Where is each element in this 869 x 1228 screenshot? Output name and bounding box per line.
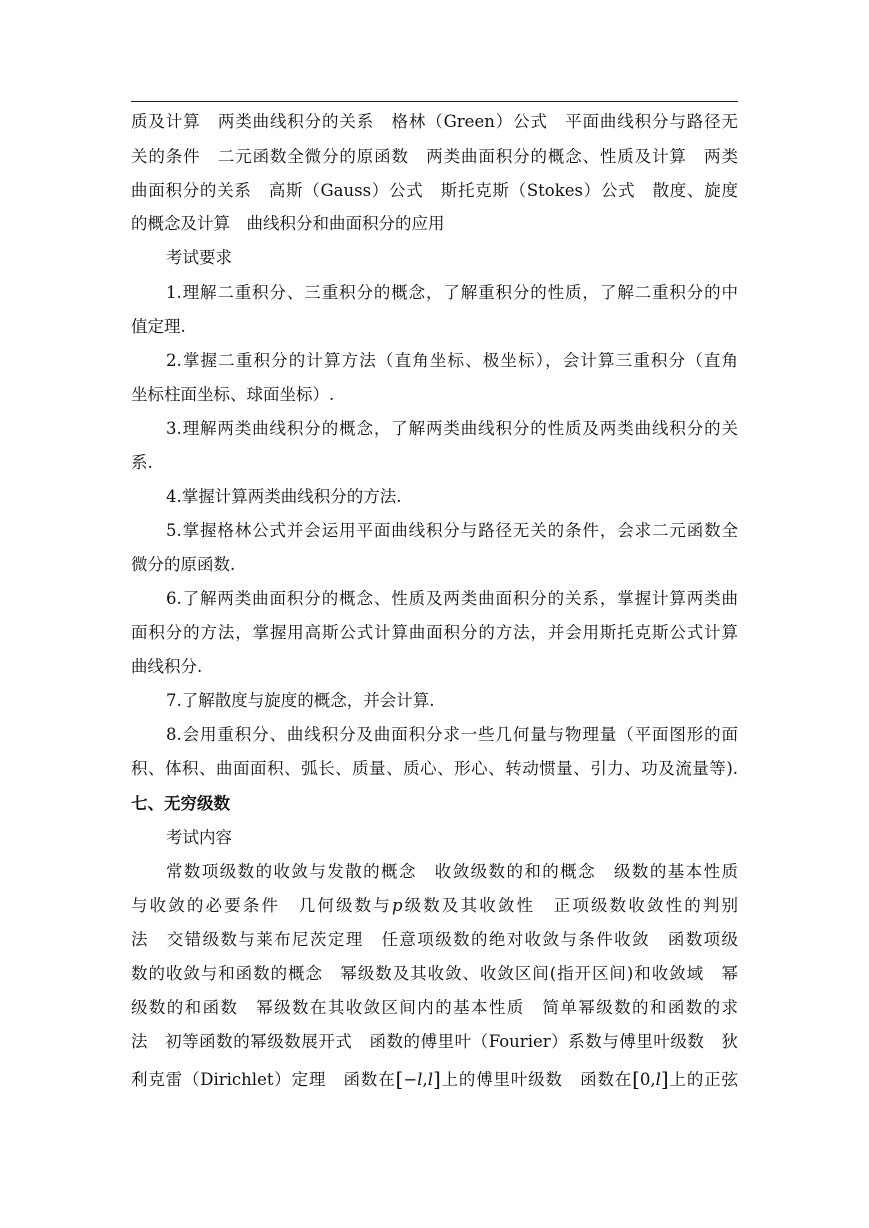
content-line-5: 级数的和函数 幂级数在其收敛区间内的基本性质 简单幂级数的和函数的求 (131, 998, 738, 1017)
content-line-2-part-b: 级数及其收敛性 正项级数收敛性的判别 (402, 896, 739, 915)
content-line-2 (131, 894, 738, 918)
requirement-3-line-2: 系. (131, 453, 153, 472)
requirement-6-line-2: 面积分的方法，掌握用高斯公式计算曲面积分的方法，并会用斯托克斯公式计算 (131, 623, 738, 642)
exam-requirements-heading: 考试要求 (166, 248, 232, 267)
intro-line-1: 质及计算 两类曲线积分的关系 格林（Green）公式 平面曲线积分与路径无 (131, 112, 738, 131)
interval-2-end: l (655, 1070, 661, 1089)
requirement-6-line-1: 6.了解两类曲面积分的概念、性质及两类曲面积分的关系，掌握计算两类曲 (166, 589, 738, 608)
requirement-5-line-2: 微分的原函数. (131, 555, 236, 574)
intro-line-3: 曲面积分的关系 高斯（Gauss）公式 斯托克斯（Stokes）公式 散度、旋度 (131, 181, 738, 200)
intro-line-2: 关的条件 二元函数全微分的原函数 两类曲面积分的概念、性质及计算 两类 (131, 147, 738, 166)
intro-line-4: 的概念及计算 曲线积分和曲面积分的应用 (131, 214, 445, 233)
requirement-7: 7.了解散度与旋度的概念，并会计算. (166, 691, 435, 710)
exam-content-heading: 考试内容 (166, 828, 232, 847)
interval-2-close: ] (660, 1067, 669, 1091)
requirement-3-line-1: 3.理解两类曲线积分的概念，了解两类曲线积分的性质及两类曲线积分的关 (166, 419, 738, 438)
content-line-7-part-c: 上的正弦 (668, 1070, 738, 1089)
requirement-8-line-2: 积、体积、曲面面积、弧长、质量、质心、形心、转动惯量、引力、功及流量等). (131, 759, 738, 778)
requirement-2-line-1: 2.掌握二重积分的计算方法（直角坐标、极坐标），会计算三重积分（直角 (166, 351, 738, 370)
content-line-4: 数的收敛与和函数的概念 幂级数及其收敛、收敛区间(指开区间)和收敛域 幂 (131, 964, 738, 983)
content-line-7 (131, 1066, 738, 1092)
interval-1-start: −l (403, 1070, 423, 1089)
header-rule (131, 101, 738, 102)
requirement-1-line-2: 值定理. (131, 317, 186, 336)
content-line-7-part-b: 上的傅里叶级数 函数在 (440, 1070, 633, 1089)
requirement-2-line-2: 坐标柱面坐标、球面坐标）. (131, 385, 335, 404)
content-line-2-part-a: 与收敛的必要条件 几何级数与 (131, 896, 392, 915)
interval-1-separator: , (422, 1070, 428, 1089)
requirement-1-line-1: 1.理解二重积分、三重积分的概念，了解重积分的性质，了解二重积分的中 (166, 283, 738, 302)
content-line-3: 法 交错级数与莱布尼茨定理 任意项级数的绝对收敛与条件收敛 函数项级 (131, 930, 738, 949)
interval-1-close: ] (432, 1067, 441, 1091)
requirement-5-line-1: 5.掌握格林公式并会运用平面曲线积分与路径无关的条件，会求二元函数全 (166, 521, 738, 540)
content-line-6: 法 初等函数的幂级数展开式 函数的傅里叶（Fourier）系数与傅里叶级数 狄 (131, 1032, 738, 1051)
interval-2-start: 0 (639, 1070, 651, 1089)
content-line-7-part-a: 利克雷（Dirichlet）定理 函数在 (131, 1070, 396, 1089)
p-symbol: p (391, 896, 403, 915)
content-line-1: 常数项级数的收敛与发散的概念 收敛级数的和的概念 级数的基本性质 (166, 862, 738, 881)
section-title: 七、无穷级数 (131, 794, 230, 813)
interval-2-separator: , (650, 1070, 656, 1089)
requirement-6-line-3: 曲线积分. (131, 657, 203, 676)
interval-1-end: l (427, 1070, 433, 1089)
interval-1-open: [ (395, 1067, 404, 1091)
requirement-8-line-1: 8.会用重积分、曲线积分及曲面积分求一些几何量与物理量（平面图形的面 (166, 725, 738, 744)
requirement-4: 4.掌握计算两类曲线积分的方法. (166, 487, 402, 506)
interval-2-open: [ (632, 1067, 640, 1091)
